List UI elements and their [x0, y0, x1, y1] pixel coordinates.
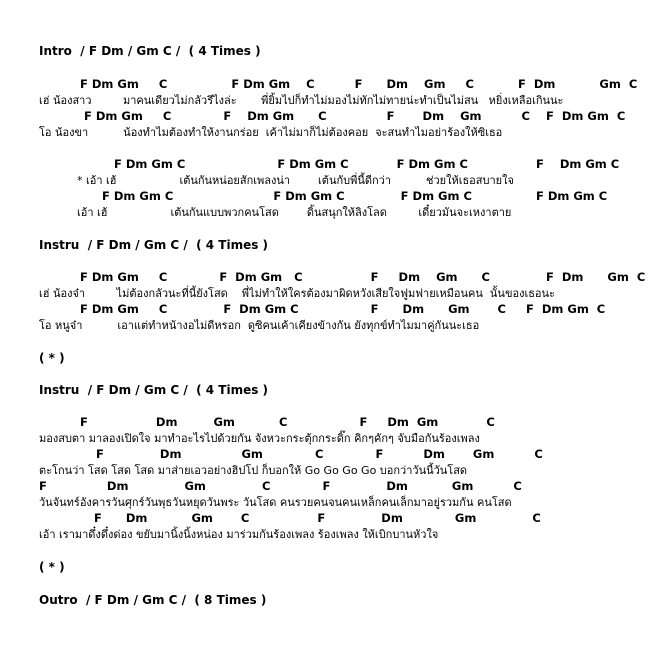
instru-line: Instru / F Dm / Gm C / ( 4 Times ): [39, 383, 269, 397]
chord-line: F Dm Gm C F Dm Gm C: [94, 511, 541, 525]
chord-line: F Dm Gm C F Dm Gm C F Dm Gm C F Dm Gm C: [80, 270, 646, 284]
refrain-marker: ( * ): [39, 351, 65, 365]
lyric-line: เฮ่ น้องจ๋า ไม่ต้องกลัวนะที่นี้ยังโสด พี่ไม่ทำให้ใครต้องมาผิดหวังเสียใจฟูมฟายเหมือนคน นั้นของเธอนะ: [39, 287, 555, 300]
instru-line: Instru / F Dm / Gm C / ( 4 Times ): [39, 238, 269, 252]
lyric-line: โอ น้องขา น้องทำไมต้องทำให้งานกร่อย เค้าไม่มาก็ไม่ต้องคอย จะสนทำไมอย่าร้องให้ซิเธอ: [39, 126, 503, 139]
chord-line: F Dm Gm C F Dm Gm C: [80, 415, 495, 429]
chord-line: F Dm Gm C F Dm Gm C F Dm Gm C F Dm Gm C: [80, 77, 638, 91]
chord-line: F Dm Gm C F Dm Gm C F Dm Gm C F Dm Gm C: [84, 109, 626, 123]
lyric-line: มองสบตา มาลองเปิดใจ มาทำอะไรไปด้วยกัน จังหวะกระตุ้กกระดิ๊ก คิกๆคักๆ จับมือกันร้องเพลง: [39, 432, 480, 445]
lyric-line: โอ หนูจ๋า เอาแต่ทำหน้างอไม่ดีหรอก ดูซิคนเค้าเคียงข้างกัน ยังทุกข์ทำไมมาคู่กันนะเธอ: [39, 319, 480, 332]
lyric-line: เอ้า เรามาดึ๋งดึ๋งด่อง ขยับมานิ้งนิ้งหน่อง มาร่วมกันร้องเพลง ร้องเพลง ให้เบิกบานหัวใจ: [39, 528, 439, 541]
chord-line: F Dm Gm C F Dm Gm C F Dm Gm C F Dm Gm C: [102, 189, 608, 203]
chord-line: F Dm Gm C F Dm Gm C: [96, 447, 543, 461]
lyric-line: เฮ่ น้องสาว มาคนเดียวไม่กลัวรึไงล่ะ พี่ยิ้มไปก็ทำไม่มองไม่ทักไม่ทายน่ะทำเป็นไม่สน หยิ่งเหลือเกินนะ: [39, 94, 564, 107]
intro-line: Intro / F Dm / Gm C / ( 4 Times ): [39, 44, 261, 58]
outro-line: Outro / F Dm / Gm C / ( 8 Times ): [39, 593, 267, 607]
chord-line: F Dm Gm C F Dm Gm C F Dm Gm C F Dm Gm C: [80, 302, 606, 316]
refrain-marker: ( * ): [39, 560, 65, 574]
lyric-line: * เอ้า เฮ้ เต้นกันหน่อยสักเพลงน่า เต้นกับพี่นี้ดีกว่า ช่วยให้เธอสบายใจ: [77, 174, 514, 187]
lyric-line: ตะโกนว่า โสด โสด โสด มาส่ายเอวอย่างฮิปโป ก็บอกให้ Go Go Go Go บอกว่าวันนี้วันโสด: [39, 464, 468, 477]
chord-line: F Dm Gm C F Dm Gm C: [39, 479, 522, 493]
lyric-line: เอ้า เฮ้ เต้นกันแบบพวกคนโสด ดิ้นสนุกให้ลิงโลด เดี๋ยวมันจะเหงาตาย: [77, 206, 512, 219]
chord-line: F Dm Gm C F Dm Gm C F Dm Gm C F Dm Gm C: [114, 157, 620, 171]
lyric-line: วันจันทร์อังคารวันศุกร์วันพุธวันหยุดวันพระ วันโสด คนรวยคนจนคนเหล็กคนเล็กมาอยู่รวมกัน คนโสด: [39, 496, 512, 509]
